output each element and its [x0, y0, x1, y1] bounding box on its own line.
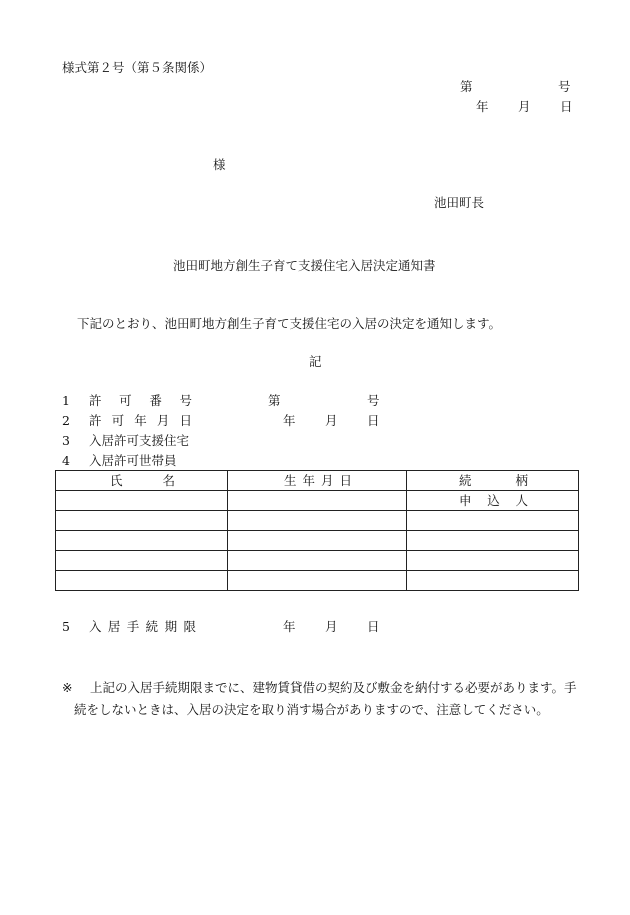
item-2-number: 2	[62, 413, 70, 428]
relationship-cell-applicant[interactable]: 申 込 人	[407, 491, 579, 511]
header-name: 氏 名	[56, 471, 228, 491]
item-3-number: 3	[62, 433, 70, 448]
table-row	[56, 571, 579, 591]
table-header-row	[56, 471, 579, 491]
name-cell[interactable]	[56, 491, 228, 511]
doc-number-suffix: 号	[558, 79, 571, 94]
relationship-cell[interactable]	[407, 531, 579, 551]
ki-marker: 記	[309, 354, 322, 369]
name-cell[interactable]	[56, 551, 228, 571]
item-5-year: 年	[283, 619, 296, 634]
header-birthdate: 生 年 月 日	[228, 471, 407, 491]
table-row	[56, 511, 579, 531]
item-2-day: 日	[367, 413, 380, 428]
item-5-number: 5	[62, 619, 70, 634]
header-relationship: 続 柄	[407, 471, 579, 491]
birthdate-cell[interactable]	[228, 551, 407, 571]
form-number: 様式第２号（第５条関係）	[62, 60, 213, 75]
item-5-month: 月	[325, 619, 338, 634]
item-5-label: 入 居 手 続 期 限	[89, 619, 196, 634]
birthdate-cell[interactable]	[228, 491, 407, 511]
recipient-suffix: 様	[213, 157, 226, 172]
table-row	[56, 491, 579, 511]
intro-text: 下記のとおり、池田町地方創生子育て支援住宅の入居の決定を通知します。	[77, 316, 502, 331]
item-1-number: 1	[62, 393, 70, 408]
name-cell[interactable]	[56, 531, 228, 551]
note-mark: ※	[62, 680, 73, 695]
item-3-label: 入居許可支援住宅	[89, 433, 190, 448]
document-title: 池田町地方創生子育て支援住宅入居決定通知書	[173, 258, 436, 273]
item-1-value-suffix: 号	[367, 393, 380, 408]
item-2-year: 年	[283, 413, 296, 428]
note-text: 上記の入居手続期限までに、建物賃貸借の契約及び敷金を納付する必要があります。手続をしないときは、入居の決定を取り消す場合がありますので、注意してください。	[74, 680, 577, 717]
relationship-cell[interactable]	[407, 511, 579, 531]
item-4-label: 入居許可世帯員	[89, 453, 177, 468]
name-cell[interactable]	[56, 511, 228, 531]
household-members-table	[55, 470, 579, 591]
relationship-cell[interactable]	[407, 551, 579, 571]
item-2-month: 月	[325, 413, 338, 428]
doc-number-prefix: 第	[460, 79, 473, 94]
table-row	[56, 551, 579, 571]
relationship-cell[interactable]	[407, 571, 579, 591]
item-5-day: 日	[367, 619, 380, 634]
birthdate-cell[interactable]	[228, 511, 407, 531]
name-cell[interactable]	[56, 571, 228, 591]
item-1-value-prefix: 第	[268, 393, 281, 408]
doc-date-month: 月	[518, 99, 531, 114]
birthdate-cell[interactable]	[228, 571, 407, 591]
doc-date-day: 日	[560, 99, 573, 114]
item-4-number: 4	[62, 453, 70, 468]
note-block	[62, 677, 582, 721]
item-1-label: 許 可 番 号	[89, 393, 192, 408]
birthdate-cell[interactable]	[228, 531, 407, 551]
doc-date-year: 年	[476, 99, 489, 114]
issuer: 池田町長	[434, 195, 485, 210]
item-2-label: 許 可 年 月 日	[89, 413, 192, 428]
table-row	[56, 531, 579, 551]
